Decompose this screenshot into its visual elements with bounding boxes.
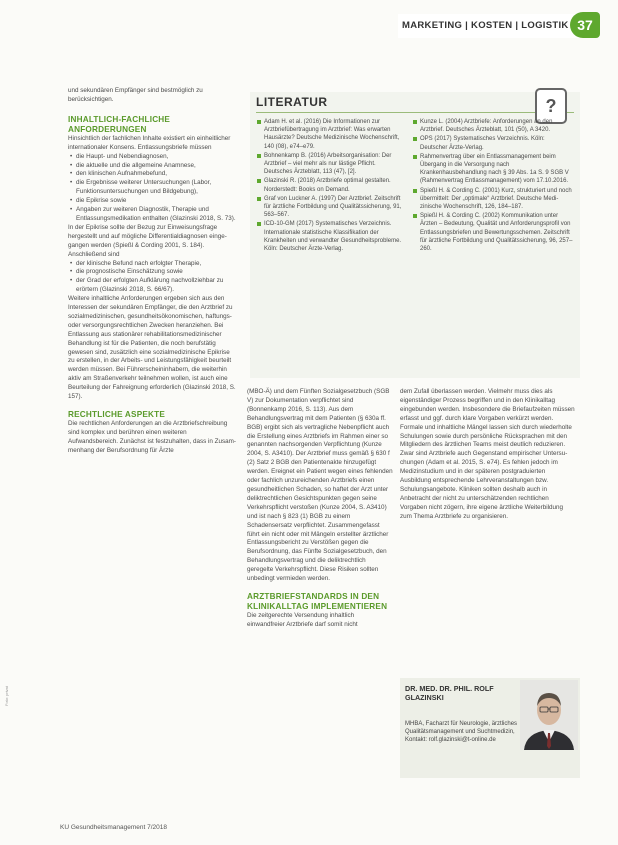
- author-info: MHBA, Facharzt für Neurologie, ärztliches Qualitätsmanagement und Suchtmedizin, Kontakt: rolf.glazinski@t-online.de: [405, 721, 518, 744]
- reference-item: Glazinski R. (2018) Arztbriefe optimal gestalten. Norderstedt: Books on Demand.: [257, 177, 405, 193]
- paragraph: In der Epikrise sollte der Bezug zur Einweisungsfrage hergestellt und auf mögliche Differentialdiagnosen eingegangen werden (Spießl & Cording 2001, S. 184). Anschließend sind: [68, 223, 227, 258]
- literature-divider: [256, 112, 574, 113]
- paragraph: Die zeitgerechte Versendung inhaltlich einwandfreier Arztbriefe darf somit nicht: [247, 611, 358, 628]
- intro-text: und sekundären Empfänger sind bestmöglich zu berücksichtigen.: [68, 87, 203, 103]
- paragraph: Weitere inhaltliche Anforderungen ergeben sich aus den Interessen der sekundären Empfänger, die den Arztbrief zu sozialmedizinischen, gesundheitsökonomischen, haftungs- oder versorgungsrechtlichen Zwecken heranziehen. Bei Entlassung aus stationärer rehabilitationsmedizinischer Behandlung ist für die Patienten, die noch berufstätig gewesen sind, zusätzlich eine sozialmedizinische Epikrise zu erstellen, in der Arbeits- und Leistungsfähigkeit beurteilt werden müssen. Bei Führerscheininhabern, die weiterhin aktiv am Straßenverkehr teilnehmen wollen, ist auch eine Beurteilung der Fahreignung erforderlich (Glazinski 2018, S. 157).: [68, 295, 236, 401]
- list-item: • der Grad der erfolgten Aufklärung nachvollziehbar zu erörtern (Glazinski 2018, S. 66/67).: [68, 277, 238, 295]
- bullet-list: [68, 153, 238, 224]
- paragraph: Die rechtlichen Anforderungen an die Arztbriefschreibung sind komplex und berühren einen weiteren Aufwandsbereich. Zunächst ist festzuhalten, dass in Zusammenhang der Berufsordnung für Ärzte: [68, 420, 237, 454]
- reference-item: Kunze L. (2004) Arztbriefe: Anforderungen an den Arztbrief. Deutsches Ärzteblatt, 101 (50), A 3420.: [413, 118, 573, 134]
- middle-column: [247, 388, 393, 630]
- paragraph: (MBO-Ä) und dem Fünften Sozialgesetzbuch (SGB V) zur Dokumentation verpflichtet sind (Bonnenkamp 2016, S. 113). Aus dem Behandlungsvertrag mit dem Patienten (§ 630a ff. BGB) ergibt sich als vertragliche Nebenpflicht auch die Erstellung eines Arztbriefs im Rahmen einer so genannten nachsorgenden Verpflichtung (Kunze 2004, S. A3410). Der Arztbrief muss gemäß § 630 f (2) Satz 2 BGB den Patientenakte hinzugefügt werden. Ereignet ein Patient wegen eines fehlenden oder fachlich unzureichenden Arztbriefs einen gesundheitlichen Schaden, so haftet der Arzt unter deliktrechtlichen Gesichtspunkten gegen seine Verkehrspflicht verstoßen (Kunze 2004, S. A3410) und ist nach § 823 (1) BGB zu einem Schadensersatz verpflichtet. Zusammengefasst führt ein nicht oder mit Mängeln erstellter ärztlicher Entlassungsbericht zu Verstößen gegen die Berufsordnung, das Fünfte Sozialgesetzbuch, den Behandlungsvertrag und die deliktrechtlich geregelte Verkehrspflicht. Diese Risiken sollten unbedingt vermieden werden.: [247, 388, 393, 583]
- list-item: • die aktuelle und die allgemeine Anamnese,: [68, 162, 238, 171]
- list-item: • die Ergebnisse weiterer Untersuchungen (Labor, Funktionsuntersuchungen und Bildgebung),: [68, 179, 238, 197]
- paragraph: dem Zufall überlassen werden. Vielmehr muss dies als eigenständiger Prozess begriffen und in den Klinikalltag eingebunden werden. Insbesondere die Briefaufzeiten müssen erfasst und ggf. durch klare Vorgaben verkürzt werden. Formale und inhaltliche Mängel lassen sich durch wiederholte Schulungen sowie durch persönliche Rücksprachen mit den Mitgliedern des ärztlichen Teams meist deutlich reduzieren. Zwar sind Arztbriefe auch Gegenstand empirischer Untersuchungen (Adam et al. 2015, S. e74). Es fehlen jedoch im Medizinstudium und in der späteren postgraduierten Ausbildung entsprechende Lehrveranstaltungen bzw. Schulungsangebote. Kliniken sollten deshalb auch in Anbetracht der nicht zu unterschätzenden rechtlichen Vorgaben nicht zögern, ihre eigene ärztliche Weiterbildung zum Thema Arztbriefe zu organisieren.: [400, 388, 575, 520]
- literature-left-column: [257, 118, 405, 254]
- heading-inhaltlich: INHALTLICH-FACHLICHE ANFORDERUNGEN: [68, 114, 171, 134]
- list-item: • Angaben zur weiteren Diagnostik, Therapie und Entlassungsmedikation enthalten (Glazinski 2018, S. 73).: [68, 206, 238, 224]
- paragraph: Hinsichtlich der fachlichen Inhalte existiert ein einheitlicher internationaler Konsens. Entlassungsbriefe müssen: [68, 134, 231, 151]
- bullet-list: [68, 260, 238, 296]
- reference-item: Bohnenkamp B. (2016) Arbeitsorganisation: Der Arztbrief – viel mehr als nur lästige Pflicht. Deutsches Ärzteblatt, 113 (47), [2].: [257, 152, 405, 177]
- reference-item: Spießl H. & Cording C. (2001) Kurz, strukturiert und noch übermittelt: Der „optimale“ Arztbrief. Deutsche Medizinische Wochenschrift, 126, 184–187.: [413, 187, 573, 212]
- reference-item: Spießl H. & Cording C. (2002) Kommunikation unter Ärzten – Bedeutung, Qualität und Anforderungsprofil von Entlassungsbriefen und Bewertungsschemen. Zeitschrift für ärztliche Fortbildung und Qualitätssicherung, 96, 257–260.: [413, 212, 573, 253]
- list-item: • die Epikrise sowie: [68, 197, 238, 206]
- reference-item: Graf von Luckner A. (1997) Der Arztbrief. Zeitschrift für ärztliche Fortbildung und Qualitätssicherung, 91, 563–567.: [257, 195, 405, 220]
- page-footer: KU Gesundheitsmanagement 7/2018: [60, 824, 167, 831]
- literature-title: LITERATUR: [256, 95, 328, 109]
- left-column: [68, 87, 238, 456]
- list-item: • der klinische Befund nach erfolgter Therapie,: [68, 260, 238, 269]
- list-item: • die Haupt- und Nebendiagnosen,: [68, 153, 238, 162]
- side-credit: Foto: privat: [4, 685, 9, 706]
- reference-item: ICD-10-GM (2017) Systematisches Verzeichnis. Internationale statistische Klassifikation der Krankheiten und verwandter Gesundheitsprobleme. Köln: Deutscher Ärzte-Verlag.: [257, 220, 405, 253]
- reference-item: OPS (2017) Systematisches Verzeichnis. Köln: Deutscher Ärzte-Verlag.: [413, 135, 573, 151]
- reference-item: Rahmenvertrag über ein Entlassmanagement beim Übergang in die Versorgung nach Krankenhausbehandlung nach § 39 Abs. 1a S. 9 SGB V (Rahmenvertrag Entlassmanagement) vom 17.10.2016.: [413, 153, 573, 186]
- section-title: MARKETING | KOSTEN | LOGISTIK: [402, 20, 569, 31]
- author-name: DR. MED. DR. PHIL. ROLF GLAZINSKI: [405, 684, 494, 702]
- literature-right-column: [413, 118, 573, 254]
- heading-standards: ARZTBRIEFSTANDARDS IN DEN KLINIKALLTAG IMPLEMENTIEREN: [247, 591, 388, 611]
- right-column: [400, 388, 575, 522]
- reference-item: Adam H. et al. (2016) Die Informationen zur Arztbriefübertragung im Arztbrief: Was erwarten Hausärzte? Deutsche Medizinische Wochenschrift, 140 (08), e74–e79.: [257, 118, 405, 151]
- list-item: • den klinischen Aufnahmebefund,: [68, 170, 238, 179]
- page-number-badge: 37: [570, 12, 600, 38]
- question-mark-icon: ?: [535, 88, 567, 124]
- list-item: • die prognostische Einschätzung sowie: [68, 268, 238, 277]
- author-photo: [520, 680, 578, 750]
- heading-rechtlich: RECHTLICHE ASPEKTE: [68, 410, 166, 419]
